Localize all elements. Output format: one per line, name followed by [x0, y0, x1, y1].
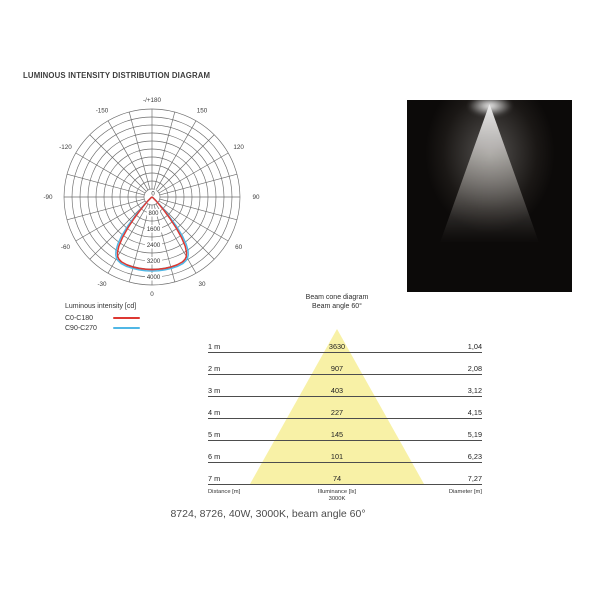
svg-text:4000: 4000: [146, 275, 161, 281]
distance-label: 2 m: [208, 364, 221, 373]
beam-table-footer: [208, 487, 482, 505]
svg-text:90: 90: [252, 194, 260, 202]
diameter-value: 1,04: [467, 342, 482, 351]
blue-line-swatch: [113, 327, 140, 330]
lamp-bright-spot: [459, 100, 521, 124]
svg-text:-/+180: -/+180: [142, 97, 162, 105]
svg-text:-60: -60: [60, 244, 70, 252]
legend-title: Luminous intensity [cd]: [65, 303, 137, 310]
svg-text:-150: -150: [95, 107, 109, 115]
svg-text:30: 30: [198, 280, 206, 288]
illuminance-value: 227: [330, 408, 344, 417]
product-caption: 8724, 8726, 40W, 3000K, beam angle 60°: [170, 508, 366, 520]
illuminance-value: 907: [330, 364, 344, 373]
legend-item-c90-c270: [65, 323, 140, 333]
beam-table-row: [208, 407, 482, 419]
svg-text:3200: 3200: [146, 259, 161, 265]
svg-text:800: 800: [148, 211, 159, 217]
illuminance-value: 3630: [328, 342, 346, 351]
beam-title-line1: Beam cone diagram: [305, 294, 369, 301]
diameter-value: 2,08: [467, 364, 482, 373]
red-line-swatch: [113, 317, 140, 320]
diameter-value: 4,15: [467, 408, 482, 417]
footer-diameter-label: Diameter [m]: [448, 489, 482, 495]
page-title: LUMINOUS INTENSITY DISTRIBUTION DIAGRAM: [23, 71, 211, 80]
beam-photo: [407, 100, 572, 292]
svg-text:-30: -30: [97, 280, 107, 288]
beam-table-row: [208, 341, 482, 353]
illuminance-value: 145: [330, 430, 344, 439]
illuminance-value: 74: [332, 474, 342, 483]
beam-table-row: [208, 429, 482, 441]
beam-table-row: [208, 385, 482, 397]
beam-cone-diagram: [208, 294, 482, 516]
diameter-value: 3,12: [467, 386, 482, 395]
illuminance-value: 403: [330, 386, 344, 395]
illuminance-value: 101: [330, 452, 344, 461]
legend-item-c0-c180: [65, 313, 140, 323]
footer-distance-label: Distance [m]: [208, 489, 241, 495]
polar-ring-labels: [145, 190, 162, 282]
beam-table-row: [208, 473, 482, 485]
svg-text:1600: 1600: [146, 227, 161, 233]
beam-table-row: [208, 451, 482, 463]
svg-text:-120: -120: [59, 144, 72, 152]
distance-label: 3 m: [208, 386, 221, 395]
distance-label: 6 m: [208, 452, 221, 461]
diameter-value: 5,19: [467, 430, 482, 439]
svg-text:-90: -90: [43, 194, 53, 202]
beam-title-line2: Beam angle 60°: [312, 302, 362, 310]
beam-table: [208, 294, 482, 516]
svg-text:2400: 2400: [146, 243, 161, 249]
legend-label: C90-C270: [65, 324, 97, 332]
distance-label: 5 m: [208, 430, 221, 439]
legend-label: C0-C180: [65, 314, 94, 322]
svg-text:120: 120: [233, 144, 244, 152]
distance-label: 7 m: [208, 474, 221, 483]
diameter-value: 6,23: [467, 452, 482, 461]
distance-label: 1 m: [208, 342, 221, 351]
polar-intensity-chart: [24, 85, 280, 311]
beam-table-row: [208, 363, 482, 375]
chart-legend: [65, 303, 140, 333]
diameter-value: 7,27: [467, 474, 482, 483]
svg-text:60: 60: [235, 244, 243, 252]
svg-text:0: 0: [150, 291, 154, 299]
distance-label: 4 m: [208, 408, 221, 417]
svg-text:0: 0: [151, 191, 155, 198]
svg-text:150: 150: [196, 107, 208, 115]
footer-illuminance-label: Illuminance [lx] 3000K: [317, 489, 357, 502]
